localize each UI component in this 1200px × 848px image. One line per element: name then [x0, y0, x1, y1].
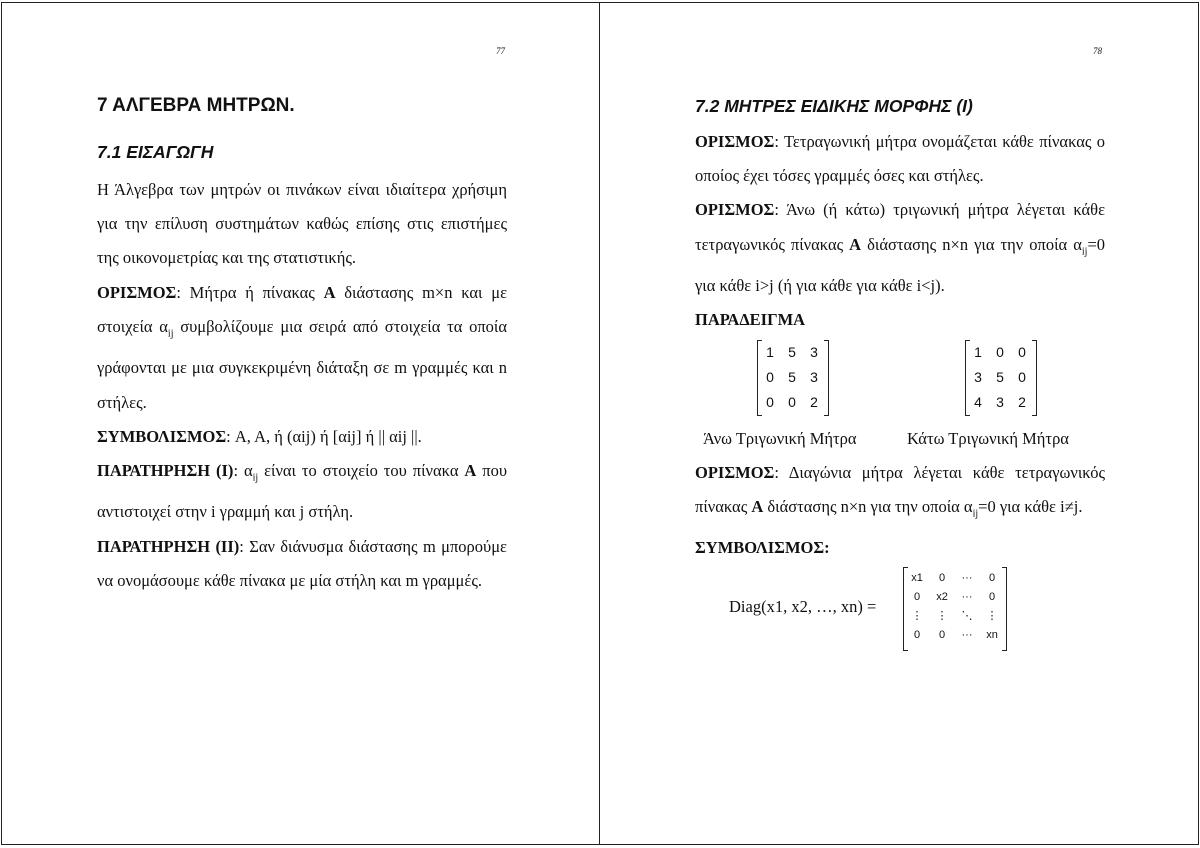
matrix-cell: 0	[913, 629, 921, 642]
definition-text: διάστασης m×n και με στοιχεία α	[97, 282, 507, 336]
matrix-cell: 1	[974, 343, 982, 360]
matrix-cell: ⋱	[961, 610, 973, 623]
definition-text: =0 για κάθε i>j (ή για κάθε για κάθε i<j).	[695, 234, 1105, 296]
remark-text: που αντιστοιχεί στην i γραμμή και j στήλη.	[97, 460, 507, 522]
diagonal-matrix	[903, 567, 1007, 651]
matrix-cell: 0	[938, 629, 946, 642]
example-matrices	[695, 338, 1105, 422]
definition-1-paragraph	[695, 125, 1105, 193]
definition-text: διάστασης n×n για την οποία α	[763, 496, 973, 516]
chapter-heading: 7 ΑΛΓΕΒΡΑ ΜΗΤΡΩΝ.	[97, 95, 295, 116]
remark-text: : Σαν διάνυσμα διάστασης m μπορούμε να ονομάσουμε κάθε πίνακα με μία στήλη και m γραμμές.	[97, 536, 507, 590]
definition-text: : Τετραγωνική μήτρα ονομάζεται κάθε πίνακας ο οποίος έχει τόσες γραμμές όσες και στήλες.	[695, 132, 1105, 186]
matrix-cell: 0	[1018, 368, 1026, 385]
definition-2-paragraph	[695, 193, 1105, 303]
remark-label: ΠΑΡΑΤΗΡΗΣΗ (ΙΙ)	[97, 536, 240, 556]
matrix-symbol: A	[323, 282, 336, 302]
left-page-content	[97, 91, 507, 598]
matrix-cell: 3	[810, 343, 818, 360]
matrix-cell: 5	[996, 368, 1004, 385]
matrix-cell: x2	[936, 591, 948, 604]
subscript: ij	[167, 328, 174, 340]
upper-triangular-matrix	[757, 340, 829, 416]
matrix-captions	[695, 422, 1105, 456]
matrix-cell: 2	[810, 393, 818, 410]
subscript: ij	[1081, 245, 1088, 257]
matrix-symbol: A	[464, 460, 477, 480]
section-heading: 7.2 ΜΗΤΡΕΣ ΕΙΔΙΚΗΣ ΜΟΡΦΗΣ (Ι)	[695, 96, 973, 116]
diag-expression: Diag(x1, x2, …, xn) =	[729, 597, 877, 617]
section-heading: 7.1 ΕΙΣΑΓΩΓΗ	[97, 142, 214, 162]
upper-matrix-caption: Άνω Τριγωνική Μήτρα	[703, 428, 857, 448]
definition-paragraph	[97, 276, 507, 420]
matrix-cell: ···	[961, 591, 973, 604]
matrix-cell: 2	[1018, 393, 1026, 410]
definition-text: : Διαγώνια μήτρα λέγεται κάθε τετραγωνικός πίνακας	[695, 462, 1105, 516]
matrix-cell: 5	[788, 343, 796, 360]
definition-text: : Άνω (ή κάτω) τριγωνική μήτρα λέγεται κάθε τετραγωνικός πίνακας	[695, 200, 1105, 254]
matrix-cell: 0	[766, 368, 774, 385]
matrix-cell: 1	[766, 343, 774, 360]
lower-triangular-matrix	[965, 340, 1037, 416]
remark-label: ΠΑΡΑΤΗΡΗΣΗ (Ι)	[97, 460, 234, 480]
remark-text: είναι το στοιχείο του πίνακα	[258, 460, 465, 480]
right-page-content	[695, 91, 1105, 653]
definition-text: συμβολίζουμε μια σειρά από στοιχεία τα οποία γράφονται με μια συγκεκριμένη διάταξη σε m γραμμές και n στήλες.	[97, 316, 507, 412]
matrix-cell: 0	[1018, 343, 1026, 360]
matrix-cell: ···	[961, 629, 973, 642]
matrix-cell: ⋮	[986, 610, 998, 623]
remark-text: : α	[233, 460, 253, 480]
right-bracket	[1032, 340, 1037, 416]
matrix-cell: 0	[996, 343, 1004, 360]
matrix-cell: 0	[766, 393, 774, 410]
page-number: 78	[1093, 46, 1102, 56]
example-label: ΠΑΡΑΔΕΙΓΜΑ	[695, 310, 806, 330]
intro-paragraph: Η Άλγεβρα των μητρών οι πινάκων είναι ιδιαίτερα χρήσιμη για την επίλυση συστημάτων καθώς επίσης στις επιστήμες της οικονομετρίας και της στατιστικής.	[97, 180, 507, 268]
notation-label: ΣΥΜΒΟΛΙΣΜΟΣ:	[695, 538, 830, 558]
lower-matrix-caption: Κάτω Τριγωνική Μήτρα	[907, 428, 1069, 448]
definition-text: διάστασης n×n για την οποία α	[861, 234, 1082, 254]
matrix-cell: ···	[961, 572, 973, 585]
page-number: 77	[496, 46, 505, 56]
matrix-cell: 0	[788, 393, 796, 410]
remark-2-paragraph	[97, 530, 507, 598]
right-page	[599, 2, 1199, 845]
matrix-cell: xn	[986, 629, 998, 642]
right-bracket	[824, 340, 829, 416]
definition-label: ΟΡΙΣΜΟΣ	[695, 200, 775, 220]
definition-3-paragraph	[695, 456, 1105, 532]
remark-1-paragraph	[97, 454, 507, 530]
matrix-symbol: A	[751, 496, 764, 516]
notation-label: ΣΥΜΒΟΛΙΣΜΟΣ	[97, 426, 227, 446]
definition-label: ΟΡΙΣΜΟΣ	[97, 282, 177, 302]
subscript: ij	[252, 472, 259, 484]
matrix-cell: 3	[996, 393, 1004, 410]
matrix-cell: 3	[810, 368, 818, 385]
notation-paragraph	[97, 420, 507, 454]
left-page	[1, 2, 601, 845]
definition-text: : Μήτρα ή πίνακας	[176, 282, 324, 302]
matrix-cell: 3	[974, 368, 982, 385]
definition-label: ΟΡΙΣΜΟΣ	[695, 132, 775, 151]
subscript: ij	[972, 508, 979, 520]
matrix-cell: ⋮	[911, 610, 923, 623]
matrix-symbol: A	[849, 234, 862, 254]
matrix-cell: ⋮	[936, 610, 948, 623]
matrix-cell: 0	[988, 591, 996, 604]
matrix-cell: 4	[974, 393, 982, 410]
definition-label: ΟΡΙΣΜΟΣ	[695, 462, 775, 482]
diagonal-matrix-notation	[695, 567, 1105, 653]
matrix-cell: 0	[938, 572, 946, 585]
matrix-cell: 0	[913, 591, 921, 604]
notation-text: : A, A, ή (αij) ή [αij] ή || αij ||.	[226, 426, 422, 446]
matrix-cell: x1	[911, 572, 923, 585]
matrix-cell: 5	[788, 368, 796, 385]
definition-text: =0 για κάθε i≠j.	[978, 496, 1083, 516]
matrix-cell: 0	[988, 572, 996, 585]
